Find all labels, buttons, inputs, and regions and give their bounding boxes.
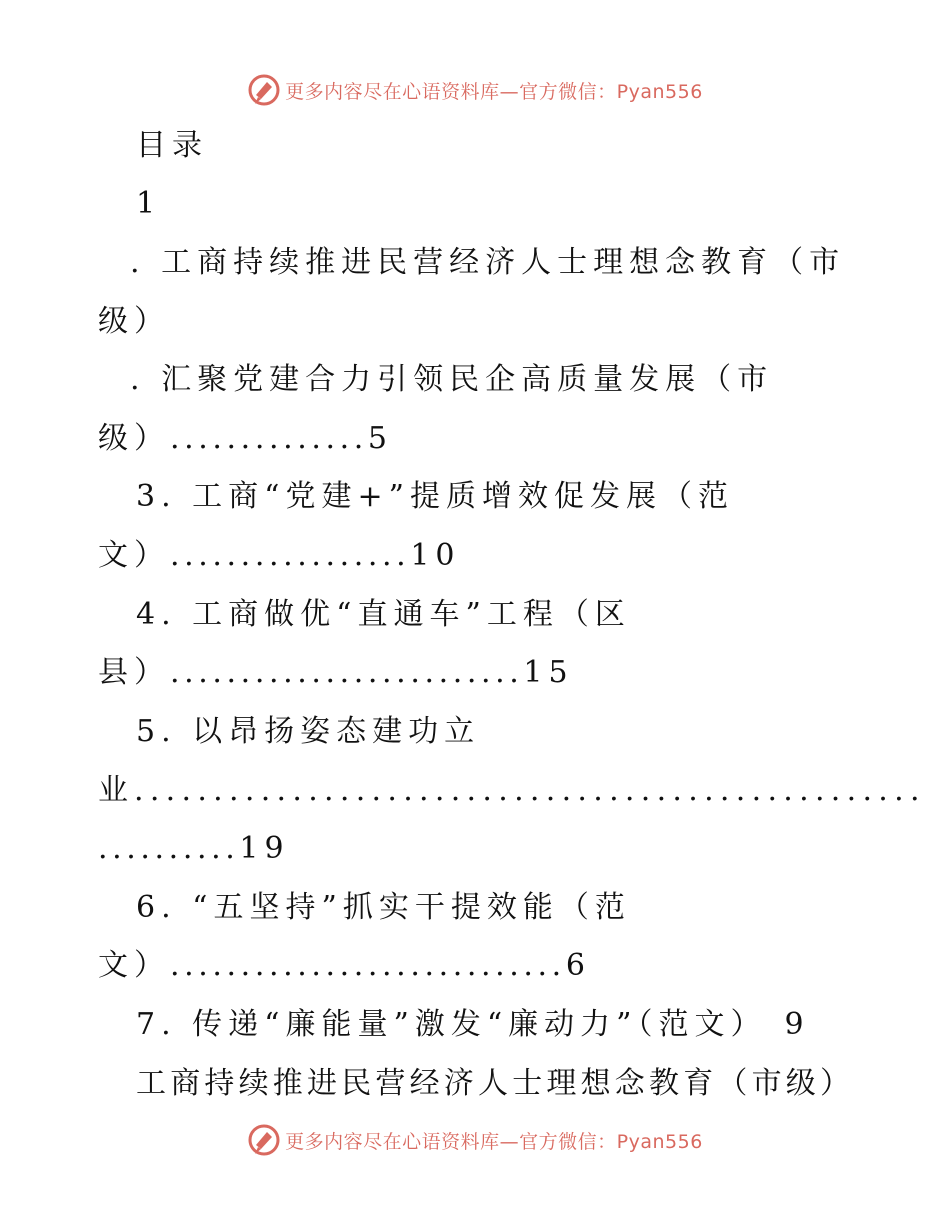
toc-entry-3-line-1: 3. 工商“党建+”提质增效促发展（范 bbox=[136, 479, 734, 514]
toc-entry-1-line-1: . 工商持续推进民营经济人士理想念教育（市 bbox=[130, 245, 846, 280]
toc-entry-2-suffix: 级） bbox=[98, 421, 170, 456]
toc-entry-4-suffix: 县） bbox=[98, 655, 170, 690]
toc-entry-4-page: 15 bbox=[523, 655, 574, 690]
toc-entry-6-dots: ............................ bbox=[170, 948, 566, 983]
toc-entry-3-suffix: 文） bbox=[98, 538, 170, 573]
ribbon-seal-icon bbox=[247, 73, 281, 107]
toc-entry-5-page: 19 bbox=[239, 831, 290, 866]
toc-entry-3-page: 10 bbox=[410, 538, 461, 573]
toc-entry-5-line-2 bbox=[98, 771, 926, 811]
toc-entry-1-line-2: 级） bbox=[98, 304, 170, 339]
toc-entry-6-page: 6 bbox=[565, 948, 591, 983]
section-title: 工商持续推进民营经济人士理想念教育（市级） bbox=[136, 1066, 855, 1101]
toc-entry-6-line-2 bbox=[98, 946, 591, 986]
toc-number: 1 bbox=[136, 186, 162, 221]
watermark-text: 更多内容尽在心语资料库—官方微信：Pyan556 bbox=[285, 1130, 703, 1153]
toc-entry-4-dots: ......................... bbox=[170, 655, 524, 690]
toc-entry-7-title: 7. 传递“廉能量”激发“廉动力”（范文） bbox=[136, 1007, 767, 1042]
toc-entry-7 bbox=[136, 1005, 810, 1045]
toc-entry-3-line-2 bbox=[98, 536, 461, 576]
toc-entry-5-dots-cont: .......... bbox=[98, 831, 240, 866]
toc-entry-5-suffix: 业 bbox=[98, 773, 134, 808]
watermark-banner-bottom bbox=[0, 1120, 950, 1160]
watermark-text: 更多内容尽在心语资料库—官方微信：Pyan556 bbox=[285, 80, 703, 103]
toc-entry-3-dots: ................. bbox=[170, 538, 411, 573]
toc-entry-2-line-1: . 汇聚党建合力引领民企高质量发展（市 bbox=[130, 362, 774, 397]
toc-entry-5-line-1: 5. 以昂扬姿态建功立 bbox=[136, 714, 481, 749]
toc-entry-4-line-1: 4. 工商做优“直通车”工程（区 bbox=[136, 597, 631, 632]
toc-entry-5-dots: .................................................. bbox=[134, 773, 926, 808]
toc-entry-5-line-3 bbox=[98, 829, 290, 869]
toc-entry-7-page: 9 bbox=[784, 1007, 810, 1042]
ribbon-seal-icon bbox=[247, 1123, 281, 1157]
toc-entry-2-dots: .............. bbox=[170, 421, 368, 456]
toc-entry-6-suffix: 文） bbox=[98, 948, 170, 983]
watermark-banner-top bbox=[0, 70, 950, 110]
toc-entry-2-line-2 bbox=[98, 419, 393, 459]
toc-entry-6-line-1: 6. “五坚持”抓实干提效能（范 bbox=[136, 890, 631, 925]
toc-entry-4-line-2 bbox=[98, 653, 574, 693]
toc-heading: 目录 bbox=[136, 128, 208, 163]
toc-entry-2-page: 5 bbox=[367, 421, 393, 456]
